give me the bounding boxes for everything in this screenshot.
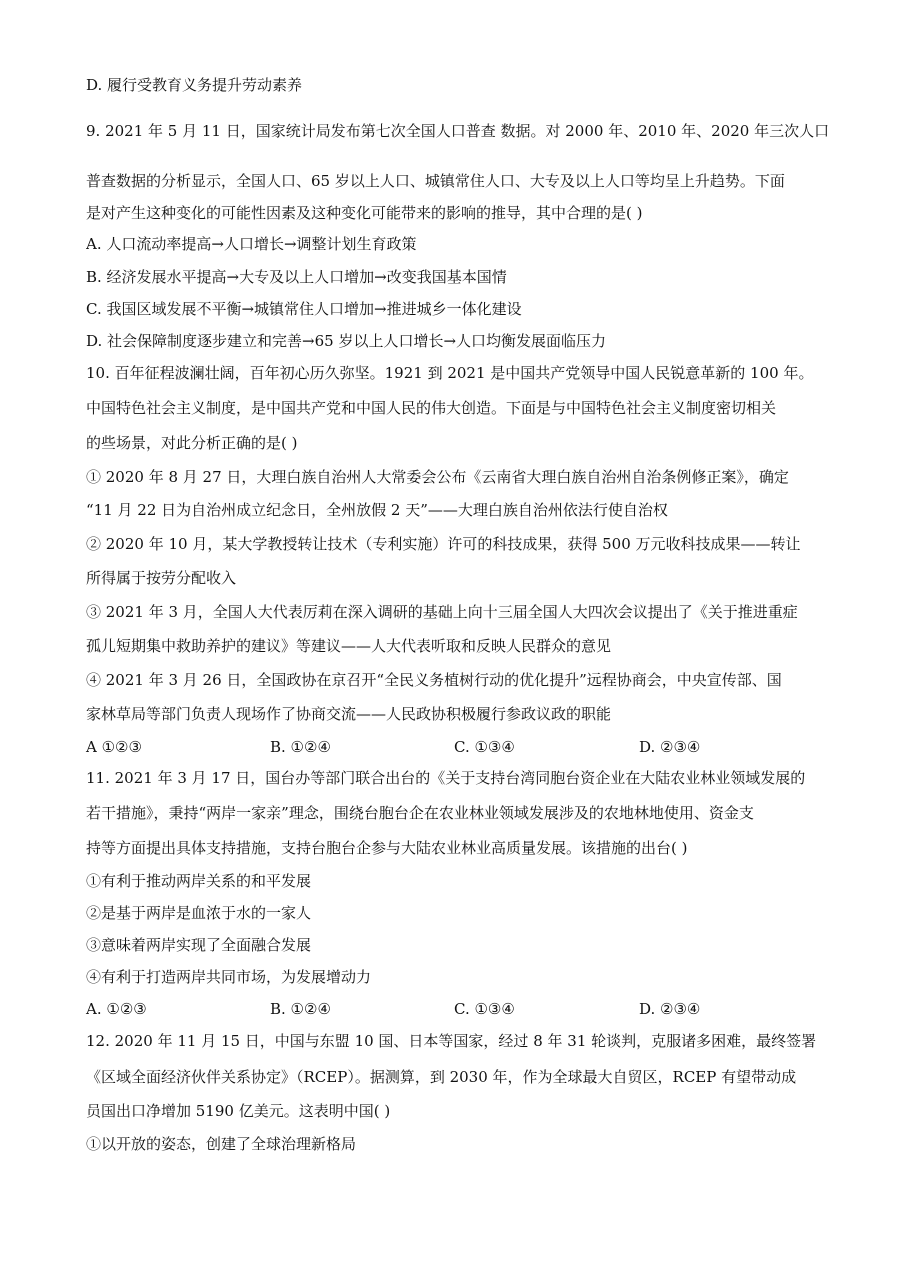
q10-option-d: D. ②③④ [639, 738, 701, 756]
q11-stem-line-2: 若干措施》，秉持“两岸一家亲”理念，围绕台胞台企在农业林业领域发展涉及的农地林地使用、资金支 [86, 804, 754, 822]
q12-stem-line-3: 员国出口净增加 5190 亿美元。这表明中国( ) [86, 1102, 391, 1120]
q12-stem-line-2: 《区域全面经济伙伴关系协定》（RCEP）。据测算，到 2030 年，作为全球最大自贸区，RCEP 有望带动成 [86, 1068, 797, 1086]
q11-statement-4: ④有利于打造两岸共同市场，为发展增动力 [86, 968, 372, 986]
q10-statement-4-line-2: 家林草局等部门负责人现场作了协商交流——人民政协积极履行参政议政的职能 [86, 705, 612, 723]
q11-stem-line-1: 11. 2021 年 3 月 17 日，国台办等部门联合出台的《关于支持台湾同胞台资企业在大陆农业林业领域发展的 [86, 769, 806, 787]
q10-options [86, 736, 839, 758]
q10-stem-line-3: 的些场景，对此分析正确的是( ) [86, 434, 298, 452]
q11-options [86, 998, 839, 1020]
q11-statement-3: ③意味着两岸实现了全面融合发展 [86, 936, 312, 954]
q11-stem-line-3: 持等方面提出具体支持措施，支持台胞台企参与大陆农业林业高质量发展。该措施的出台( ) [86, 839, 688, 857]
q10-statement-2-line-2: 所得属于按劳分配收入 [86, 569, 237, 587]
q11-option-a: A. ①②③ [86, 1000, 147, 1018]
q11-option-c: C. ①③④ [454, 1000, 515, 1018]
q11-option-b: B. ①②④ [270, 1000, 331, 1018]
q10-stem-line-2: 中国特色社会主义制度，是中国共产党和中国人民的伟大创造。下面是与中国特色社会主义制度密切相关 [86, 399, 777, 417]
q10-option-b: B. ①②④ [270, 738, 331, 756]
q9-stem-line-1: 9. 2021 年 5 月 11 日，国家统计局发布第七次全国人口普查 数据。对 2000 年、2010 年、2020 年三次人口 [86, 122, 830, 140]
q10-statement-2-line-1: ② 2020 年 10 月，某大学教授转让技术（专利实施）许可的科技成果，获得 500 万元收科技成果——转让 [86, 535, 801, 553]
q9-option-a: A. 人口流动率提高→人口增长→调整计划生育政策 [86, 235, 417, 253]
q10-statement-1-line-1: ① 2020 年 8 月 27 日，大理白族自治州人大常委会公布《云南省大理白族自治州自治条例修正案》，确定 [86, 468, 789, 486]
q11-option-d: D. ②③④ [639, 1000, 701, 1018]
q10-option-a: A ①②③ [86, 738, 142, 756]
q12-stem-line-1: 12. 2020 年 11 月 15 日，中国与东盟 10 国、日本等国家，经过 8 年 31 轮谈判，克服诸多困难，最终签署 [86, 1032, 817, 1050]
q11-statement-1: ①有利于推动两岸关系的和平发展 [86, 872, 312, 890]
q10-statement-1-line-2: “11 月 22 日为自治州成立纪念日，全州放假 2 天”——大理白族自治州依法行使自治权 [86, 501, 668, 519]
q8-option-d: D. 履行受教育义务提升劳动素养 [86, 76, 303, 94]
q9-stem-line-2: 普查数据的分析显示，全国人口、65 岁以上人口、城镇常住人口、大专及以上人口等均呈上升趋势。下面 [86, 172, 785, 190]
q10-statement-4-line-1: ④ 2021 年 3 月 26 日，全国政协在京召开“全民义务植树行动的优化提升”远程协商会，中央宣传部、国 [86, 671, 782, 689]
q11-statement-2: ②是基于两岸是血浓于水的一家人 [86, 904, 312, 922]
q10-statement-3-line-1: ③ 2021 年 3 月，全国人大代表厉莉在深入调研的基础上向十三届全国人大四次会议提出了《关于推进重症 [86, 603, 798, 621]
q9-stem-line-3: 是对产生这种变化的可能性因素及这种变化可能带来的影响的推导，其中合理的是( ) [86, 204, 643, 222]
q9-option-b: B. 经济发展水平提高→大专及以上人口增加→改变我国基本国情 [86, 268, 507, 286]
q12-statement-1: ①以开放的姿态，创建了全球治理新格局 [86, 1135, 357, 1153]
q10-statement-3-line-2: 孤儿短期集中救助养护的建议》等建议——人大代表听取和反映人民群众的意见 [86, 637, 612, 655]
q10-stem-line-1: 10. 百年征程波澜壮阔，百年初心历久弥坚。1921 到 2021 是中国共产党领导中国人民锐意革新的 100 年。 [86, 364, 814, 382]
q10-option-c: C. ①③④ [454, 738, 515, 756]
q9-option-d: D. 社会保障制度逐步建立和完善→65 岁以上人口增长→人口均衡发展面临压力 [86, 332, 607, 350]
q9-option-c: C. 我国区域发展不平衡→城镇常住人口增加→推进城乡一体化建设 [86, 300, 522, 318]
